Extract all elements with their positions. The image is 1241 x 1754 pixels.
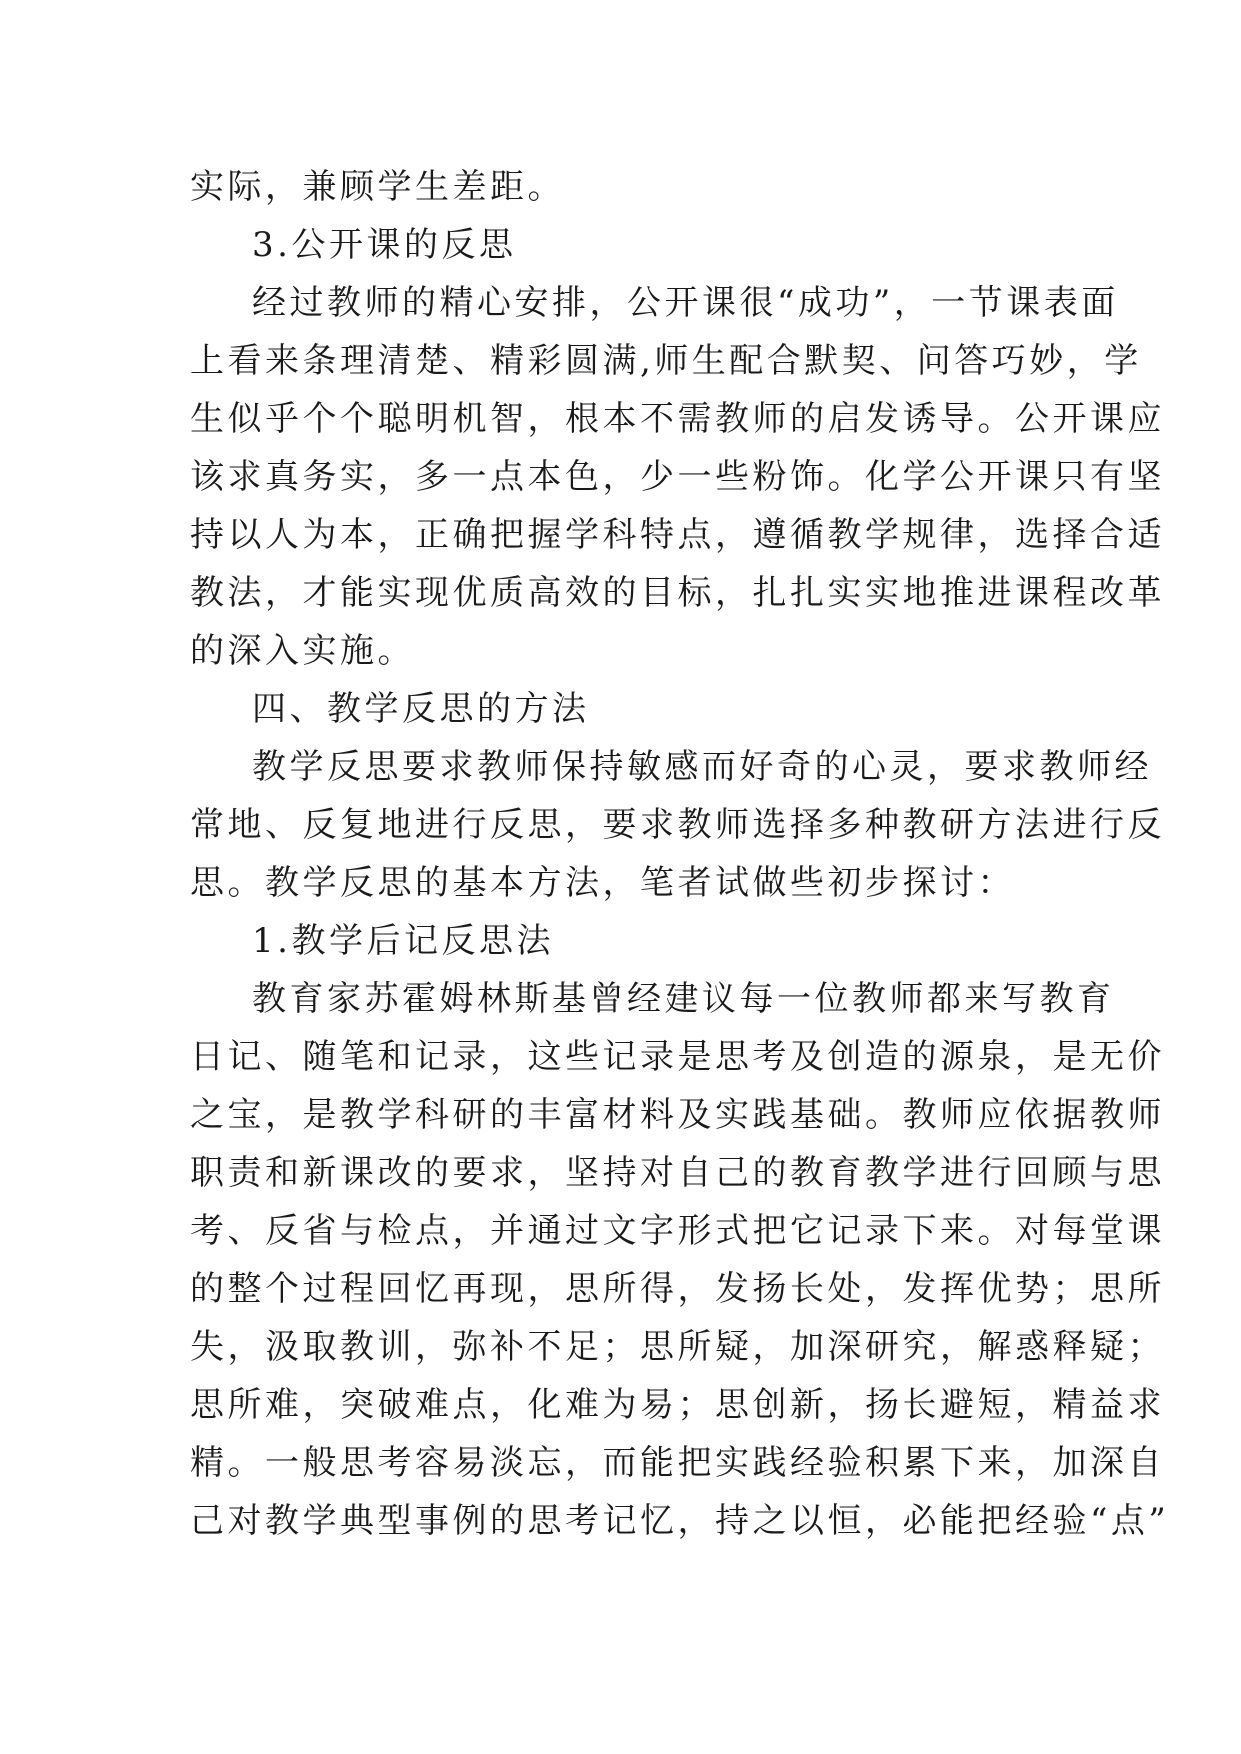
text-line: 教法，才能实现优质高效的目标，扎扎实实地推进课程改革 (190, 573, 1165, 613)
text-line: 失，汲取教训，弥补不足；思所疑，加深研究，解惑释疑； (190, 1327, 1165, 1367)
text-line: 的深入实施。 (190, 631, 415, 671)
paragraph-first-line: 经过教师的精心安排，公开课很“成功”，一节课表面 (252, 283, 1119, 323)
text-line: 上看来条理清楚、精彩圆满,师生配合默契、问答巧妙，学 (190, 341, 1142, 381)
text-line: 生似乎个个聪明机智，根本不需教师的启发诱导。公开课应 (190, 399, 1165, 439)
text-line: 考、反省与检点，并通过文字形式把它记录下来。对每堂课 (190, 1211, 1165, 1251)
text-line: 思。教学反思的基本方法，笔者试做些初步探讨： (190, 863, 1015, 903)
text-line: 精。一般思考容易淡忘，而能把实践经验积累下来，加深自 (190, 1443, 1165, 1483)
paragraph-first-line: 教学反思要求教师保持敏感而好奇的心灵，要求教师经 (252, 747, 1152, 787)
text-line: 己对教学典型事例的思考记忆，持之以恒，必能把经验“点” (190, 1501, 1170, 1541)
text-line: 思所难，突破难点，化难为易；思创新，扬长避短，精益求 (190, 1385, 1165, 1425)
text-line: 的整个过程回忆再现，思所得，发扬长处，发挥优势；思所 (190, 1269, 1165, 1309)
text-line: 实际，兼顾学生差距。 (190, 167, 565, 207)
body-text (190, 158, 1170, 1550)
text-line: 职责和新课改的要求，坚持对自己的教育教学进行回顾与思 (190, 1153, 1165, 1193)
text-line: 之宝，是教学科研的丰富材料及实践基础。教师应依据教师 (190, 1095, 1165, 1135)
section-heading: 四、教学反思的方法 (252, 689, 590, 729)
text-line: 日记、随笔和记录，这些记录是思考及创造的源泉，是无价 (190, 1037, 1165, 1077)
paragraph-first-line: 教育家苏霍姆林斯基曾经建议每一位教师都来写教育 (252, 979, 1115, 1019)
text-line: 持以人为本，正确把握学科特点，遵循教学规律，选择合适 (190, 515, 1165, 555)
text-line: 常地、反复地进行反思，要求教师选择多种教研方法进行反 (190, 805, 1165, 845)
text-line: 该求真务实，多一点本色，少一些粉饰。化学公开课只有坚 (190, 457, 1165, 497)
section-heading: 3.公开课的反思 (252, 225, 517, 265)
section-heading: 1.教学后记反思法 (252, 921, 554, 961)
